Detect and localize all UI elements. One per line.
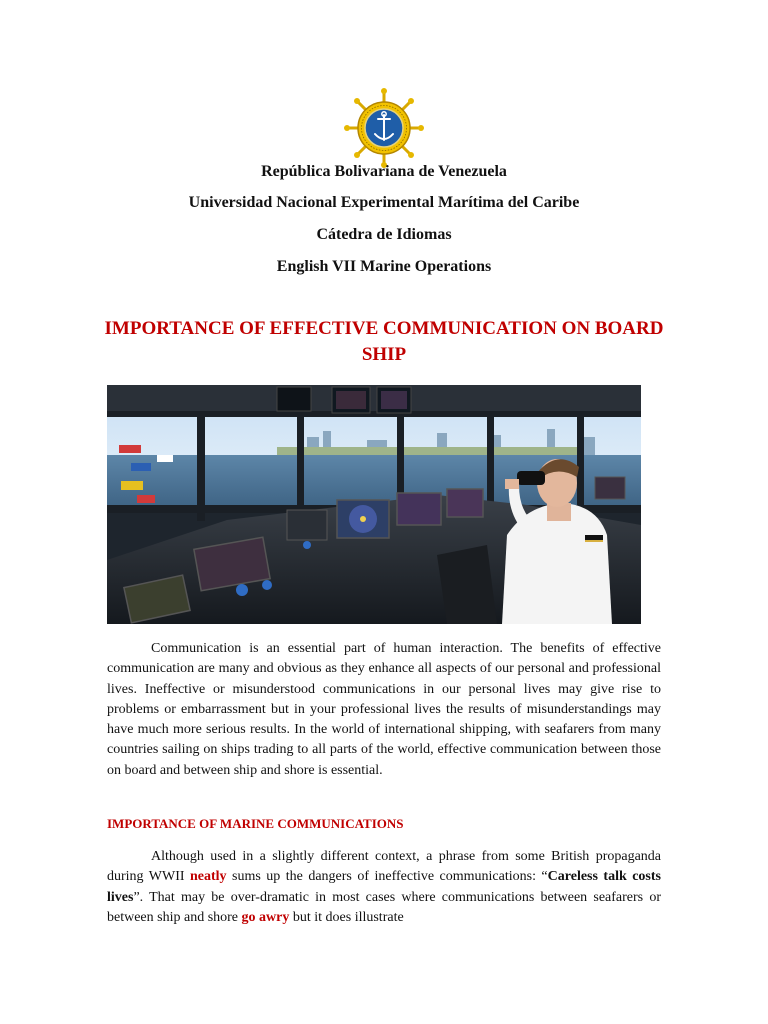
body-paragraph-2 [107,847,661,928]
quote-careless-talk: Careless talk costs lives [107,869,661,905]
header-country: República Bolivariana de Venezuela [261,163,507,180]
highlight-go-awry: go awry [241,909,290,925]
paragraph-2-part-4: but it does illustrate [289,909,404,925]
ship-wheel-anchor-emblem-icon [344,88,424,168]
header-department: Cátedra de Idiomas [316,226,452,243]
paragraph-2-part-2: sums up the dangers of ineffective communications: “ [226,869,548,885]
body-paragraph-1 [107,639,661,781]
paragraph-1-text: Communication is an essential part of human interaction. The benefits of effective communication are many and obvious as they enhance all aspects of our personal and professional lives. Ineffective or misunderstood communications in our personal lives may give rise to problems or embarrassment but in your professional lives the results of misunderstandings may have much more serious results. In the world of international shipping, with seafarers from many countries sailing on ships trading to all parts of the world, effective communication between those on board and between ship and shore is essential. [107,641,661,778]
section-heading: IMPORTANCE OF MARINE COMMUNICATIONS [107,816,404,831]
header-university: Universidad Nacional Experimental Marítima del Caribe [188,194,580,211]
paragraph-2-part-3: ”. That may be over-dramatic in most cases where communications between seafarers or between ship and shore [107,889,661,925]
document-title: IMPORTANCE OF EFFECTIVE COMMUNICATION ON BOARD SHIP [104,318,664,365]
header-course: English VII Marine Operations [276,258,492,275]
university-logo [344,88,424,168]
paragraph-2-part-1: Although used in a slightly different context, a phrase from some British propaganda during WWII [107,849,661,885]
ship-bridge-photo [107,385,641,624]
highlight-neatly: neatly [190,869,227,885]
